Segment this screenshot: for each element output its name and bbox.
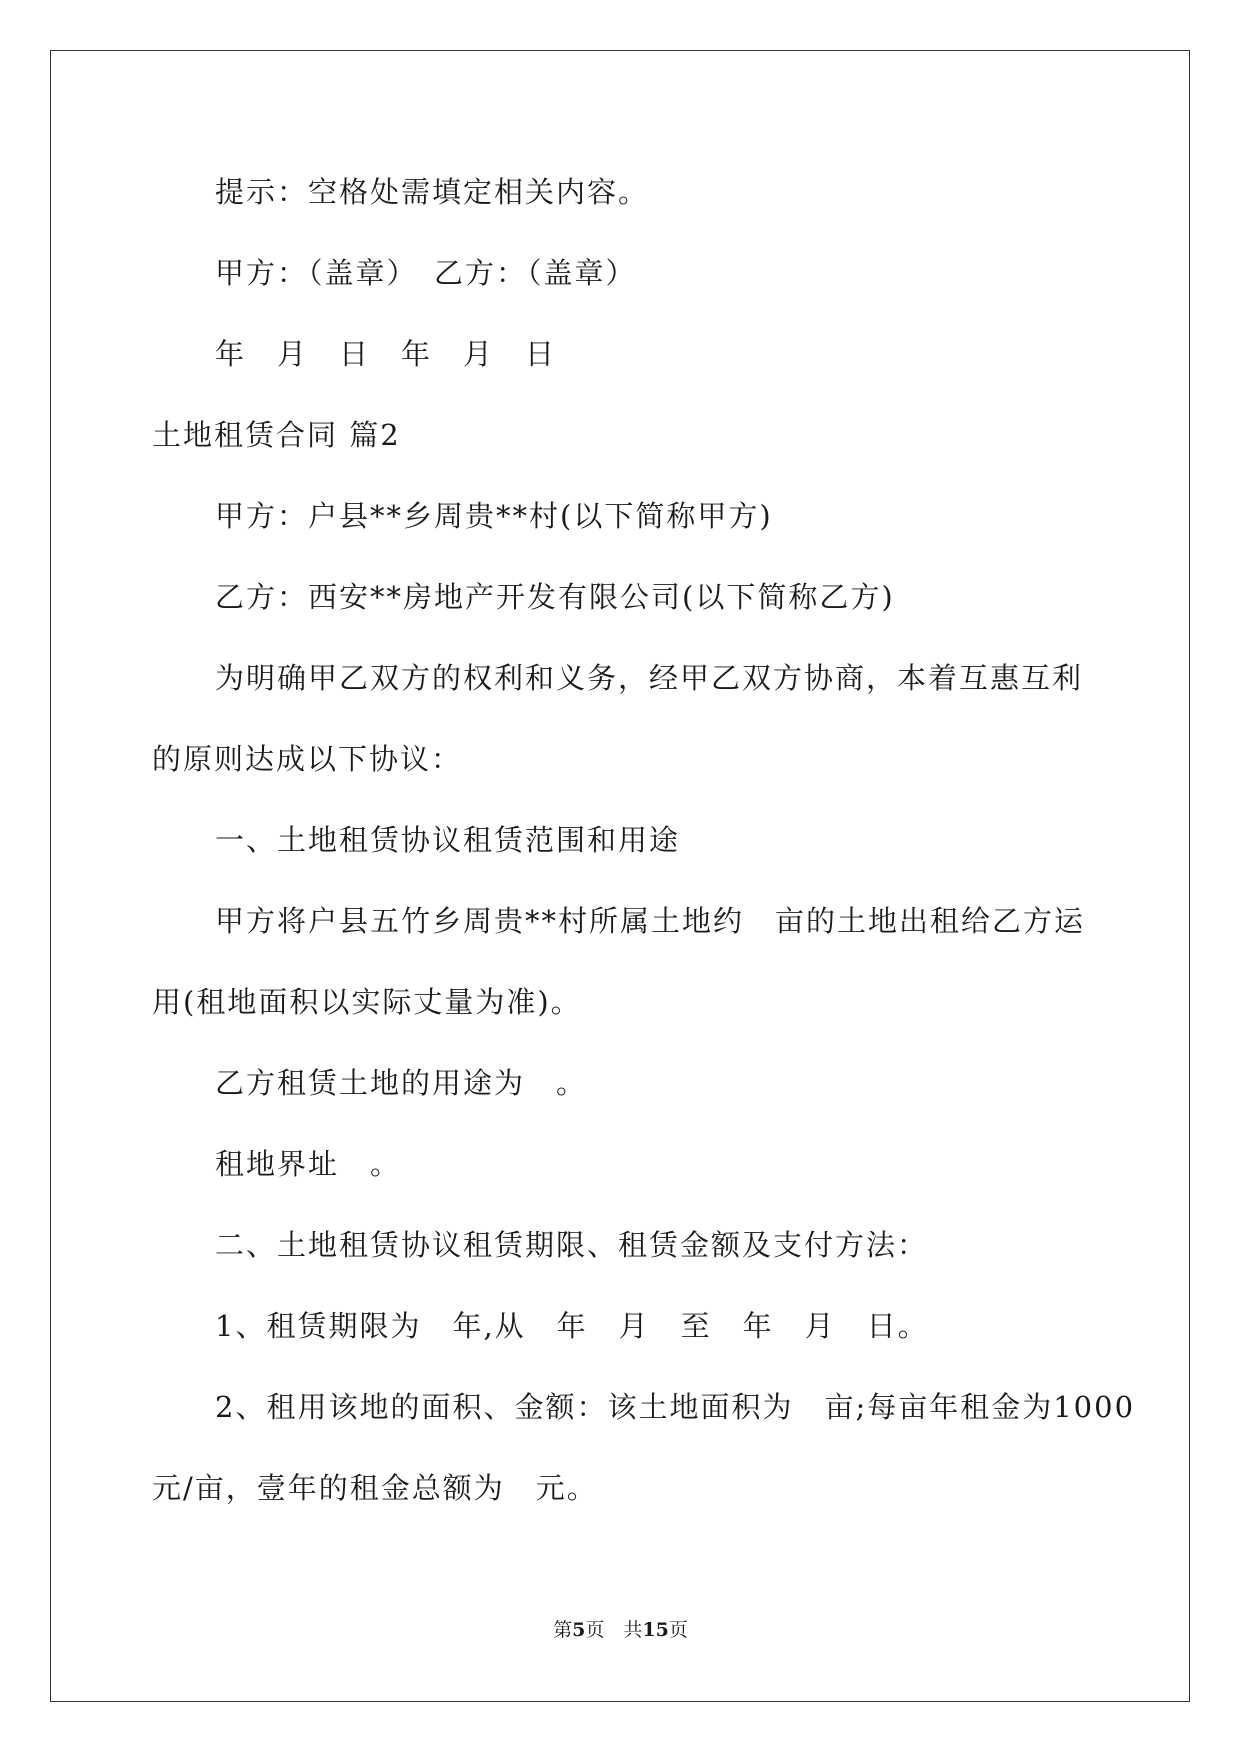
- hint-line: 提示：空格处需填定相关内容。: [215, 175, 650, 209]
- footer-page-prefix: 第: [553, 1619, 573, 1641]
- footer-page-current: 5: [572, 1619, 586, 1641]
- footer-page-suffix: 页: [668, 1619, 688, 1641]
- seal-line: 甲方：（盖章） 乙方：（盖章）: [215, 256, 637, 290]
- footer-page-total: 15: [642, 1619, 669, 1641]
- paragraph-line: 用(租地面积以实际丈量为准)。: [152, 985, 582, 1019]
- paragraph-line: 1、租赁期限为 年,从 年 月 至 年 月 日。: [215, 1309, 929, 1343]
- paragraph-line: 乙方租赁土地的用途为 。: [215, 1066, 588, 1100]
- clause-heading: 二、土地租赁协议租赁期限、租赁金额及支付方法：: [215, 1228, 929, 1262]
- section-heading: 土地租赁合同 篇2: [152, 418, 401, 452]
- party-a-line: 甲方：户县**乡周贵**村(以下简称甲方): [215, 499, 773, 533]
- paragraph-line: 为明确甲乙双方的权利和义务，经甲乙双方协商，本着互惠互利: [215, 661, 1084, 695]
- paragraph-line: 的原则达成以下协议：: [152, 742, 463, 776]
- page-border: [50, 50, 1190, 1702]
- paragraph-line: 租地界址 。: [215, 1147, 402, 1181]
- paragraph-line: 2、租用该地的面积、金额：该土地面积为 亩;每亩年租金为1000: [215, 1390, 1136, 1424]
- clause-heading: 一、土地租赁协议租赁范围和用途: [215, 823, 681, 857]
- page-footer: [0, 1618, 1241, 1642]
- party-b-line: 乙方：西安**房地产开发有限公司(以下简称乙方): [215, 580, 895, 614]
- date-line: 年 月 日 年 月 日: [215, 337, 557, 371]
- paragraph-line: 甲方将户县五竹乡周贵**村所属土地约 亩的土地出租给乙方运: [215, 904, 1086, 938]
- paragraph-line: 元/亩，壹年的租金总额为 元。: [152, 1471, 598, 1505]
- footer-page-mid: 页 共: [585, 1619, 643, 1641]
